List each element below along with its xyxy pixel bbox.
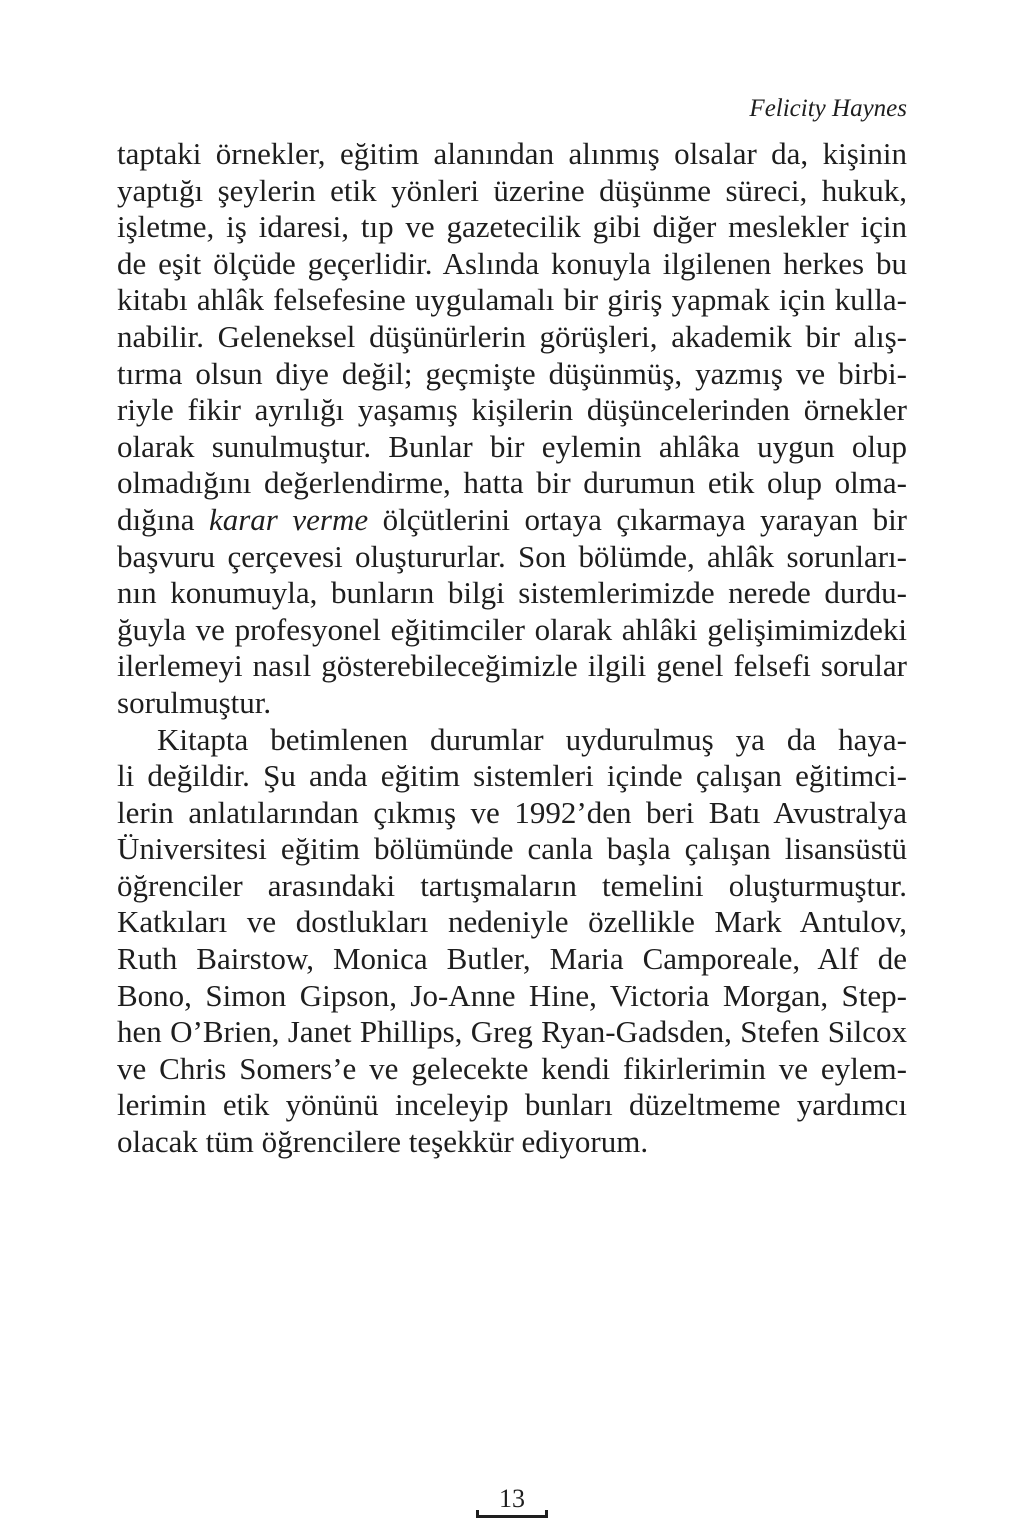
text-line: sorulmuştur. bbox=[117, 684, 272, 720]
text-line: başvuru çerçevesi oluştururlar. Son bölümde, ahlâk sorunları- bbox=[117, 538, 907, 574]
text-line: nın konumuyla, bunların bilgi sistemlerimizde nerede durdu- bbox=[117, 575, 907, 611]
text-line: Bono, Simon Gipson, Jo-Anne Hine, Victoria Morgan, Step- bbox=[117, 977, 907, 1013]
text-line: yaptığı şeylerin etik yönleri üzerine düşünme süreci, hukuk, bbox=[117, 172, 907, 208]
text-segment: ölçütlerini ortaya çıkarmaya yarayan bir bbox=[368, 501, 907, 537]
text-line: olacak tüm öğrencilere teşekkür ediyorum. bbox=[117, 1124, 649, 1160]
text-line: kitabı ahlâk felsefesine uygulamalı bir giriş yapmak için kulla- bbox=[117, 282, 907, 318]
text-line: ilerlemeyi nasıl gösterebileceğimizle ilgili genel felsefi sorular bbox=[117, 648, 907, 684]
text-line: tırma olsun diye değil; geçmişte düşünmüş, yazmış ve birbi- bbox=[117, 355, 907, 391]
text-line: olarak sunulmuştur. Bunlar bir eylemin ahlâka uygun olup bbox=[117, 428, 907, 464]
text-line-with-italic bbox=[117, 502, 907, 539]
text-line: Ruth Bairstow, Monica Butler, Maria Camporeale, Alf de bbox=[117, 941, 907, 977]
text-line: riyle fikir ayrılığı yaşamış kişilerin düşüncelerinden örnekler bbox=[117, 392, 907, 428]
text-line: Üniversitesi eğitim bölümünde canla başla çalışan lisansüstü bbox=[117, 831, 907, 867]
running-header-author: Felicity Haynes bbox=[749, 95, 907, 122]
text-line: öğrenciler arasındaki tartışmaların temelini oluşturmuştur. bbox=[117, 867, 907, 903]
text-line: Katkıları ve dostlukları nedeniyle özellikle Mark Antulov, bbox=[117, 904, 907, 940]
text-line: işletme, iş idaresi, tıp ve gazetecilik gibi diğer meslekler için bbox=[117, 209, 907, 245]
italic-phrase: karar verme bbox=[208, 501, 369, 537]
page-number: 13 bbox=[499, 1484, 525, 1513]
text-line: li değildir. Şu anda eğitim sistemleri içinde çalışan eğitimci- bbox=[117, 758, 907, 794]
body-text bbox=[117, 136, 907, 1161]
page-number-footer bbox=[476, 1485, 548, 1521]
text-line: ve Chris Somers’e ve gelecekte kendi fikirlerimin ve eylem- bbox=[117, 1050, 907, 1086]
footer-rule-tick bbox=[545, 1510, 548, 1518]
text-line: lerimin etik yönünü inceleyip bunları düzeltmeme yardımcı bbox=[117, 1087, 907, 1123]
text-line: hen O’Brien, Janet Phillips, Greg Ryan-Gadsden, Stefen Silcox bbox=[117, 1014, 907, 1050]
text-line: taptaki örnekler, eğitim alanından alınmış olsalar da, kişinin bbox=[117, 136, 907, 171]
text-line: olmadığını değerlendirme, hatta bir durumun etik olup olma- bbox=[117, 465, 907, 501]
text-segment: dığına bbox=[117, 501, 209, 537]
text-line: ğuyla ve profesyonel eğitimciler olarak ahlâki gelişimimizdeki bbox=[117, 611, 907, 647]
footer-rule bbox=[476, 1515, 548, 1518]
text-line: de eşit ölçüde geçerlidir. Aslında konuyla ilgilenen herkes bu bbox=[117, 245, 907, 281]
paragraph-first-line: Kitapta betimlenen durumlar uydurulmuş ya da haya- bbox=[157, 721, 907, 757]
text-line: nabilir. Geleneksel düşünürlerin görüşleri, akademik bir alış- bbox=[117, 318, 907, 354]
text-line: lerin anlatılarından çıkmış ve 1992’den beri Batı Avustralya bbox=[117, 794, 907, 830]
